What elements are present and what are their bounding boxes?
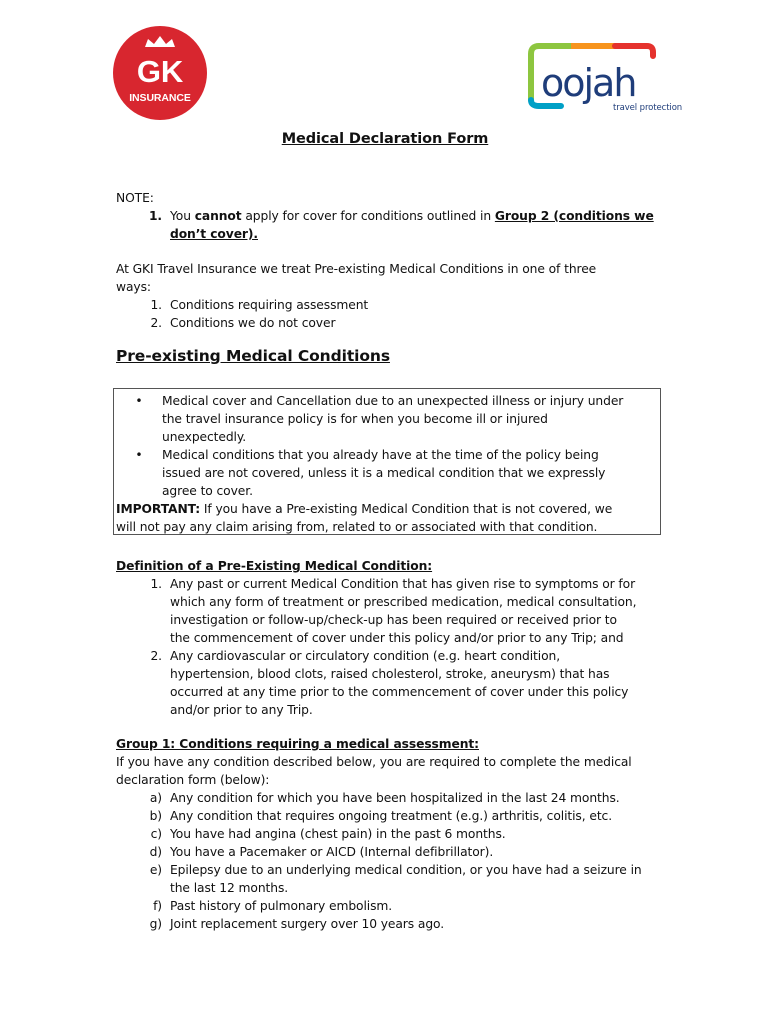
- note-label: NOTE:: [116, 191, 154, 205]
- list-number: 1.: [150, 298, 162, 312]
- list-number: 1.: [148, 209, 162, 223]
- list-number: 2.: [150, 649, 162, 663]
- list-number: 1.: [150, 577, 162, 591]
- gk-insurance-logo: [110, 25, 210, 121]
- bullet-text: Medical conditions that you already have at the time of the policy being: [162, 448, 599, 462]
- group1-heading: Group 1: Conditions requiring a medical assessment:: [116, 737, 479, 751]
- list-letter: c): [150, 827, 162, 841]
- page-title: Medical Declaration Form: [281, 131, 489, 147]
- list-text: Epilepsy due to an underlying medical condition, or you have had a seizure in: [170, 863, 642, 877]
- note-strong: cannot: [194, 209, 242, 223]
- definition-section: [116, 557, 661, 719]
- loojah-logo: [523, 40, 688, 112]
- list-text: which any form of treatment or prescribed medication, medical consultation,: [170, 595, 637, 609]
- note-item: [138, 207, 661, 243]
- list-text: Any past or current Medical Condition that has given rise to symptoms or for: [170, 577, 636, 591]
- list-item: [138, 647, 661, 719]
- bullet-item: [116, 446, 661, 500]
- list-text: Any cardiovascular or circulatory condition (e.g. heart condition,: [170, 649, 561, 663]
- list-text: Conditions we do not cover: [170, 316, 336, 330]
- list-text: Any condition for which you have been hospitalized in the last 24 months.: [170, 791, 620, 805]
- list-text: the commencement of cover under this policy and/or prior to any Trip; and: [170, 631, 624, 645]
- intro-text: ways:: [116, 280, 151, 294]
- list-text: hypertension, blood clots, raised cholesterol, stroke, aneurysm) that has: [170, 667, 610, 681]
- bullet-text: the travel insurance policy is for when you become ill or injured: [162, 412, 548, 426]
- important-text: If you have a Pre-existing Medical Condition that is not covered, we: [200, 502, 613, 516]
- list-letter: f): [153, 899, 162, 913]
- list-text: and/or prior to any Trip.: [170, 703, 313, 717]
- list-item: [138, 575, 661, 647]
- bullet-text: issued are not covered, unless it is a medical condition that we expressly: [162, 466, 606, 480]
- bullet-text: unexpectedly.: [162, 430, 247, 444]
- note-text: You: [170, 209, 195, 223]
- list-text: You have had angina (chest pain) in the past 6 months.: [170, 827, 506, 841]
- definition-heading: Definition of a Pre-Existing Medical Condition:: [116, 559, 433, 573]
- list-text: Conditions requiring assessment: [170, 298, 369, 312]
- list-letter: e): [149, 863, 162, 877]
- section-heading: Pre-existing Medical Conditions: [116, 347, 390, 365]
- bullet-text: Medical cover and Cancellation due to an unexpected illness or injury under: [162, 394, 624, 408]
- gk-logo-letters: GK: [136, 54, 184, 89]
- list-text: occurred at any time prior to the commencement of cover under this policy: [170, 685, 629, 699]
- list-item: [138, 807, 661, 825]
- list-letter: a): [149, 791, 162, 805]
- intro-section: [116, 260, 661, 332]
- list-text: the last 12 months.: [170, 881, 289, 895]
- important-note: [116, 500, 661, 536]
- group2-link[interactable]: don’t cover).: [170, 227, 258, 241]
- list-item: [138, 843, 661, 861]
- list-text: Past history of pulmonary embolism.: [170, 899, 393, 913]
- important-text: will not pay any claim arising from, related to or associated with that condition.: [116, 520, 598, 534]
- list-text: You have a Pacemaker or AICD (Internal defibrillator).: [170, 845, 494, 859]
- bullet-item: [116, 392, 661, 446]
- list-letter: d): [149, 845, 162, 859]
- group1-intro: declaration form (below):: [116, 773, 270, 787]
- list-text: Joint replacement surgery over 10 years ago.: [170, 917, 445, 931]
- bullet-icon: •: [135, 448, 143, 462]
- list-item: [138, 314, 661, 332]
- note-section: [116, 189, 661, 243]
- list-letter: b): [149, 809, 162, 823]
- bullet-icon: •: [135, 394, 143, 408]
- group1-intro: If you have any condition described below, you are required to complete the medical: [116, 755, 632, 769]
- note-text: apply for cover for conditions outlined in: [241, 209, 495, 223]
- list-text: Any condition that requires ongoing treatment (e.g.) arthritis, colitis, etc.: [170, 809, 613, 823]
- list-item: [138, 789, 661, 807]
- pre-existing-box-content: [116, 392, 661, 536]
- list-item: [138, 897, 661, 915]
- list-text: investigation or follow-up/check-up has been required or received prior to: [170, 613, 617, 627]
- bullet-text: agree to cover.: [162, 484, 253, 498]
- important-label: IMPORTANT:: [116, 502, 201, 516]
- loojah-wordmark: oojah: [541, 61, 636, 105]
- gk-logo-word: INSURANCE: [129, 92, 191, 104]
- list-number: 2.: [150, 316, 162, 330]
- list-item: [138, 296, 661, 314]
- list-letter: g): [149, 917, 162, 931]
- list-item: [138, 915, 661, 933]
- list-item: [138, 861, 661, 897]
- list-item: [138, 825, 661, 843]
- loojah-tagline: travel protection: [613, 103, 683, 112]
- intro-text: At GKI Travel Insurance we treat Pre-existing Medical Conditions in one of three: [116, 262, 597, 276]
- group1-section: [116, 735, 661, 933]
- group2-link[interactable]: Group 2 (conditions we: [494, 209, 654, 223]
